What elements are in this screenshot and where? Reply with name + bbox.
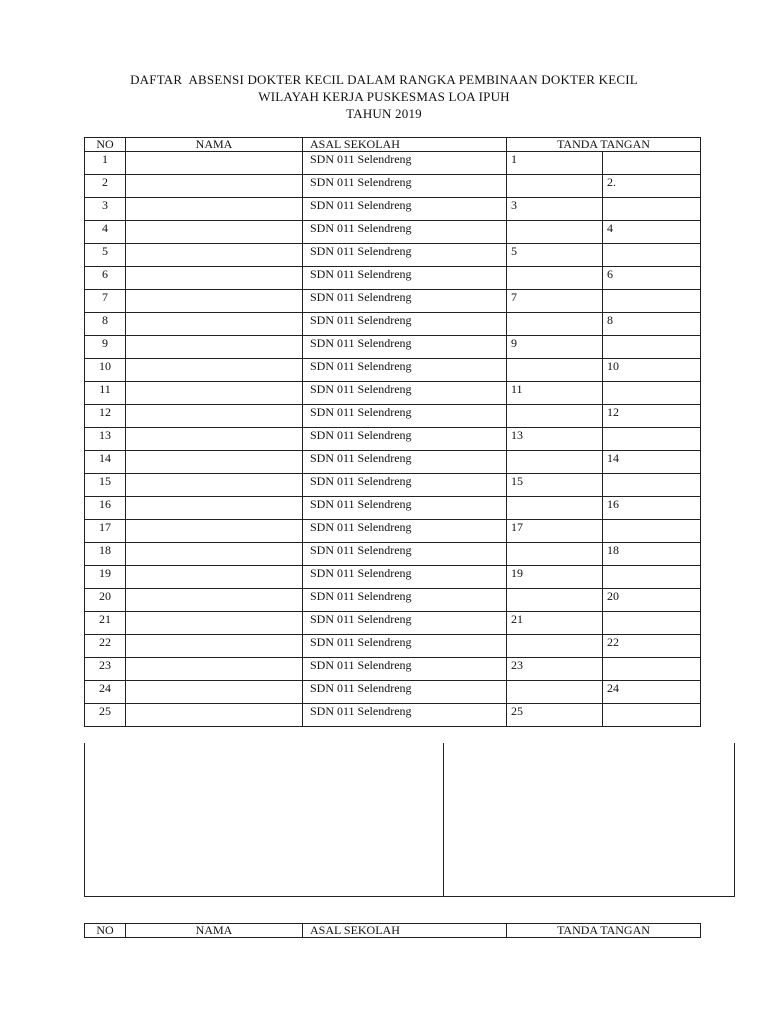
row-name xyxy=(126,382,303,405)
row-number: 6 xyxy=(85,267,126,290)
row-school: SDN 011 Selendreng xyxy=(303,635,507,658)
row-name xyxy=(126,267,303,290)
table-row xyxy=(85,704,701,727)
row-signature-right xyxy=(603,612,701,635)
row-number: 4 xyxy=(85,221,126,244)
row-number: 11 xyxy=(85,382,126,405)
header-asal-sekolah: ASAL SEKOLAH xyxy=(303,924,507,938)
row-signature-left: 17 xyxy=(507,520,603,543)
row-school: SDN 011 Selendreng xyxy=(303,589,507,612)
row-signature-left xyxy=(507,359,603,382)
row-signature-left: 21 xyxy=(507,612,603,635)
row-signature-left: 23 xyxy=(507,658,603,681)
table-row xyxy=(85,336,701,359)
row-school: SDN 011 Selendreng xyxy=(303,520,507,543)
row-name xyxy=(126,152,303,175)
row-signature-right: 22 xyxy=(603,635,701,658)
row-signature-right: 8 xyxy=(603,313,701,336)
table-row xyxy=(85,566,701,589)
row-signature-right xyxy=(603,658,701,681)
row-number: 8 xyxy=(85,313,126,336)
row-signature-right xyxy=(603,382,701,405)
row-number: 1 xyxy=(85,152,126,175)
table-row xyxy=(85,267,701,290)
row-name xyxy=(126,497,303,520)
row-signature-left: 11 xyxy=(507,382,603,405)
table-row xyxy=(85,635,701,658)
row-school: SDN 011 Selendreng xyxy=(303,405,507,428)
row-number: 10 xyxy=(85,359,126,382)
row-signature-right xyxy=(603,566,701,589)
row-school: SDN 011 Selendreng xyxy=(303,359,507,382)
row-name xyxy=(126,658,303,681)
table-header-row xyxy=(85,138,701,152)
row-signature-left xyxy=(507,267,603,290)
row-signature-left: 15 xyxy=(507,474,603,497)
row-signature-left xyxy=(507,543,603,566)
row-signature-right xyxy=(603,152,701,175)
row-school: SDN 011 Selendreng xyxy=(303,175,507,198)
row-signature-right: 16 xyxy=(603,497,701,520)
row-signature-right: 10 xyxy=(603,359,701,382)
row-number: 18 xyxy=(85,543,126,566)
row-number: 19 xyxy=(85,566,126,589)
row-school: SDN 011 Selendreng xyxy=(303,428,507,451)
row-number: 25 xyxy=(85,704,126,727)
row-signature-left xyxy=(507,589,603,612)
row-name xyxy=(126,405,303,428)
row-signature-left xyxy=(507,635,603,658)
row-signature-left: 5 xyxy=(507,244,603,267)
row-name xyxy=(126,336,303,359)
row-signature-right xyxy=(603,244,701,267)
header-tanda-tangan: TANDA TANGAN xyxy=(507,138,701,152)
header-nama: NAMA xyxy=(126,924,303,938)
row-number: 5 xyxy=(85,244,126,267)
row-school: SDN 011 Selendreng xyxy=(303,152,507,175)
table-row xyxy=(85,681,701,704)
row-name xyxy=(126,428,303,451)
row-name xyxy=(126,221,303,244)
table-row xyxy=(85,198,701,221)
table-row xyxy=(85,405,701,428)
table-row xyxy=(85,520,701,543)
table-row xyxy=(85,175,701,198)
row-number: 22 xyxy=(85,635,126,658)
row-school: SDN 011 Selendreng xyxy=(303,497,507,520)
title-line-1: DAFTAR ABSENSI DOKTER KECIL DALAM RANGKA PEMBINAAN DOKTER KECIL xyxy=(130,72,638,87)
row-signature-right xyxy=(603,520,701,543)
row-school: SDN 011 Selendreng xyxy=(303,382,507,405)
row-signature-right: 4 xyxy=(603,221,701,244)
row-signature-left xyxy=(507,313,603,336)
header-asal-sekolah: ASAL SEKOLAH xyxy=(303,138,507,152)
second-attendance-table xyxy=(84,923,701,938)
second-table-header-row xyxy=(85,924,701,938)
row-number: 9 xyxy=(85,336,126,359)
row-signature-left xyxy=(507,175,603,198)
row-school: SDN 011 Selendreng xyxy=(303,451,507,474)
row-signature-right xyxy=(603,336,701,359)
table-row xyxy=(85,359,701,382)
row-number: 14 xyxy=(85,451,126,474)
row-school: SDN 011 Selendreng xyxy=(303,612,507,635)
table-row xyxy=(85,428,701,451)
row-school: SDN 011 Selendreng xyxy=(303,681,507,704)
row-school: SDN 011 Selendreng xyxy=(303,244,507,267)
row-name xyxy=(126,543,303,566)
row-school: SDN 011 Selendreng xyxy=(303,290,507,313)
row-signature-left xyxy=(507,681,603,704)
row-number: 15 xyxy=(85,474,126,497)
row-school: SDN 011 Selendreng xyxy=(303,221,507,244)
row-number: 7 xyxy=(85,290,126,313)
row-name xyxy=(126,612,303,635)
row-signature-left: 1 xyxy=(507,152,603,175)
row-name xyxy=(126,520,303,543)
row-signature-left xyxy=(507,497,603,520)
table-row xyxy=(85,658,701,681)
row-signature-right: 2. xyxy=(603,175,701,198)
row-name xyxy=(126,566,303,589)
row-number: 24 xyxy=(85,681,126,704)
table-row xyxy=(85,497,701,520)
row-signature-right: 24 xyxy=(603,681,701,704)
header-tanda-tangan: TANDA TANGAN xyxy=(507,924,701,938)
row-signature-right xyxy=(603,428,701,451)
header-no: NO xyxy=(85,924,126,938)
row-signature-left xyxy=(507,451,603,474)
row-signature-right xyxy=(603,198,701,221)
row-signature-right: 14 xyxy=(603,451,701,474)
table-row xyxy=(85,589,701,612)
row-number: 20 xyxy=(85,589,126,612)
row-name xyxy=(126,175,303,198)
row-name xyxy=(126,198,303,221)
row-school: SDN 011 Selendreng xyxy=(303,543,507,566)
row-signature-left: 13 xyxy=(507,428,603,451)
row-name xyxy=(126,244,303,267)
row-school: SDN 011 Selendreng xyxy=(303,198,507,221)
table-row xyxy=(85,244,701,267)
row-number: 12 xyxy=(85,405,126,428)
row-name xyxy=(126,635,303,658)
row-signature-left: 7 xyxy=(507,290,603,313)
row-signature-right: 6 xyxy=(603,267,701,290)
table-row xyxy=(85,221,701,244)
row-number: 3 xyxy=(85,198,126,221)
row-signature-right: 20 xyxy=(603,589,701,612)
row-signature-right xyxy=(603,704,701,727)
table-row xyxy=(85,290,701,313)
row-signature-right: 18 xyxy=(603,543,701,566)
row-school: SDN 011 Selendreng xyxy=(303,336,507,359)
header-nama: NAMA xyxy=(126,138,303,152)
row-school: SDN 011 Selendreng xyxy=(303,566,507,589)
header-no: NO xyxy=(85,138,126,152)
row-name xyxy=(126,681,303,704)
row-signature-right: 12 xyxy=(603,405,701,428)
row-signature-left: 19 xyxy=(507,566,603,589)
row-name xyxy=(126,704,303,727)
title-line-2: WILAYAH KERJA PUSKESMAS LOA IPUH xyxy=(258,89,510,104)
table-row xyxy=(85,313,701,336)
row-number: 2 xyxy=(85,175,126,198)
row-signature-left: 25 xyxy=(507,704,603,727)
row-number: 21 xyxy=(85,612,126,635)
row-signature-left xyxy=(507,405,603,428)
row-name xyxy=(126,313,303,336)
attendance-table xyxy=(84,137,701,727)
row-school: SDN 011 Selendreng xyxy=(303,474,507,497)
row-name xyxy=(126,589,303,612)
row-name xyxy=(126,290,303,313)
table-row xyxy=(85,612,701,635)
row-signature-right xyxy=(603,290,701,313)
row-school: SDN 011 Selendreng xyxy=(303,267,507,290)
table-row xyxy=(85,474,701,497)
row-number: 23 xyxy=(85,658,126,681)
title-line-3: TAHUN 2019 xyxy=(346,106,422,121)
row-name xyxy=(126,451,303,474)
row-signature-left: 9 xyxy=(507,336,603,359)
table-row xyxy=(85,382,701,405)
row-signature-left: 3 xyxy=(507,198,603,221)
row-number: 17 xyxy=(85,520,126,543)
row-school: SDN 011 Selendreng xyxy=(303,313,507,336)
table-row xyxy=(85,152,701,175)
signature-box-divider xyxy=(443,743,444,896)
row-school: SDN 011 Selendreng xyxy=(303,658,507,681)
table-row xyxy=(85,451,701,474)
row-signature-right xyxy=(603,474,701,497)
row-number: 16 xyxy=(85,497,126,520)
signature-box xyxy=(84,743,735,897)
row-name xyxy=(126,359,303,382)
table-row xyxy=(85,543,701,566)
row-signature-left xyxy=(507,221,603,244)
row-school: SDN 011 Selendreng xyxy=(303,704,507,727)
row-number: 13 xyxy=(85,428,126,451)
row-name xyxy=(126,474,303,497)
